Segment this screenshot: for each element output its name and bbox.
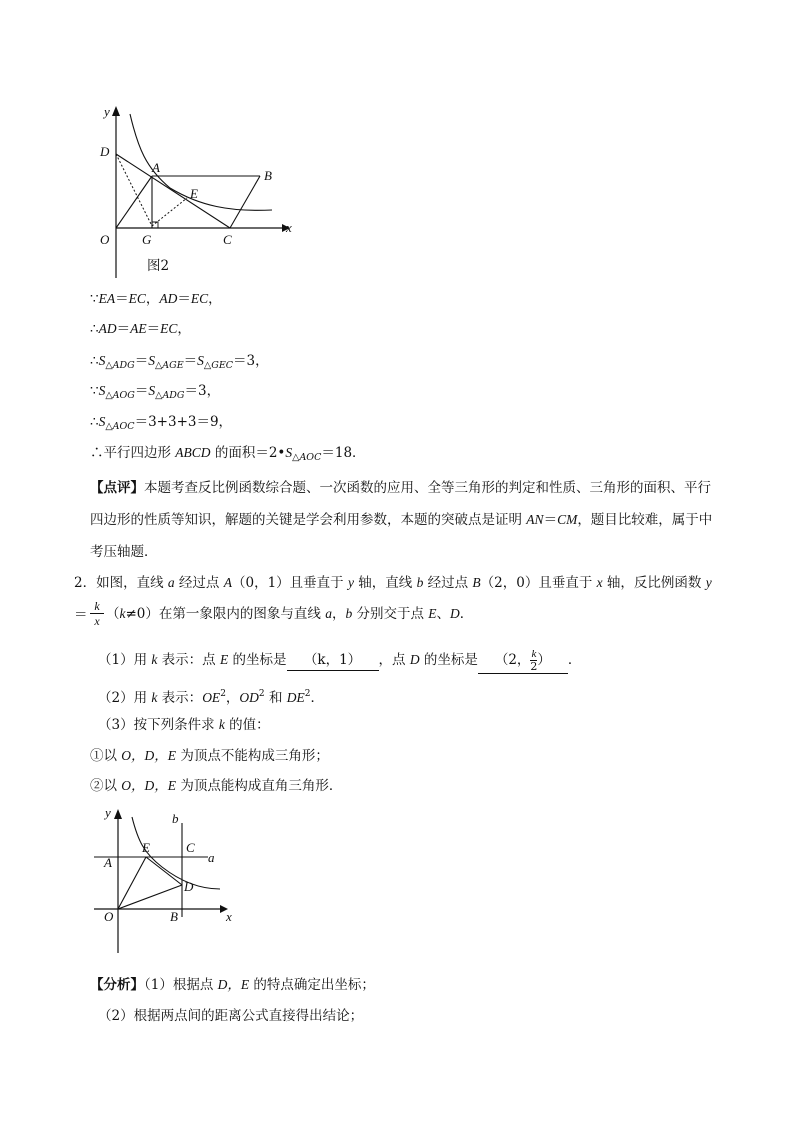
question-2: （2）用 k 表示：$OE^2$，$OD^2$ 和 $DE^2$． [98, 689, 324, 706]
segment-DC [116, 154, 230, 228]
answer-E-coordinate: （k，1） [287, 650, 379, 671]
proof-line-4: $\because S_{\triangle AOG}=S_{\triangle ADG}=3$， [90, 383, 221, 401]
proof-line-1: ∵EA＝EC，AD＝EC， [90, 291, 222, 307]
comment-paragraph: 【点评】本题考查反比例函数综合题、一次函数的应用、全等三角形的判定和性质、三角形的面积、平行四边形的性质等知识，解题的关键是学会利用参数，本题的突破点是证明 AN＝CM，题目比较难，属于中考压轴题． [90, 480, 713, 560]
label-O: O [100, 232, 110, 247]
label-y: y [105, 805, 111, 820]
analysis-line-1: 【分析】（1）根据点 D，E 的特点确定出坐标； [90, 977, 375, 993]
label-C: C [186, 840, 195, 855]
label-x: x [286, 220, 292, 235]
segment-BC [230, 176, 260, 228]
label-O: O [104, 909, 114, 924]
condition-1: ①以 O，D，E 为顶点不能构成三角形； [90, 748, 329, 764]
label-E: E [142, 840, 150, 855]
condition-2: ②以 O，D，E 为顶点能构成直角三角形． [90, 778, 343, 794]
label-G: G [142, 232, 152, 247]
figure-3-diagram [90, 805, 250, 955]
question-1: （1）用 k 表示：点 E 的坐标是 （k，1） ，点 D 的坐标是 （2， $\frac{k}{2}$ ） ． [98, 648, 582, 673]
label-D: D [184, 879, 194, 894]
y-axis-arrow [114, 809, 122, 819]
dotted-DG [116, 154, 152, 226]
proof-line-5: $\therefore S_{\triangle AOC}=3+3+3=9$， [90, 414, 233, 432]
proof-line-3: $\therefore S_{\triangle ADG}=S_{\triangle AGE}=S_{\triangle GEC}=3$， [90, 353, 269, 371]
label-b: b [172, 811, 179, 826]
label-A: A [104, 855, 112, 870]
problem-2-fraction: k x [90, 599, 104, 628]
label-B: B [170, 909, 178, 924]
proof-line-6: ∴平行四边形 ABCD 的面积$=2•S_{\triangle AOC}=18$． [90, 445, 366, 463]
segment-ED [146, 857, 182, 885]
problem-2-statement-cont: （k≠0）在第一象限内的图象与直线 a，b 分别交于点 E、D． [106, 606, 474, 622]
proof-line-2: ∴AD＝AE＝EC， [90, 321, 191, 337]
problem-2-statement: 2．如图，直线 a 经过点 A（0，1）且垂直于 y 轴，直线 b 经过点 B（2，0）且垂直于 x 轴，反比例函数 y＝ [74, 575, 712, 623]
label-A: A [152, 160, 160, 175]
figure-2-caption: 图2 [147, 258, 170, 274]
label-y: y [104, 104, 110, 119]
question-3: （3）按下列条件求 k 的值： [98, 717, 270, 733]
answer-D-coordinate: （2， $\frac{k}{2}$ ） [478, 648, 568, 674]
label-B: B [264, 168, 272, 183]
y-axis-arrow [112, 106, 120, 116]
label-x: x [226, 909, 232, 924]
segment-OA [116, 176, 152, 228]
figure-2-diagram [90, 98, 300, 278]
segment-OE [118, 857, 146, 909]
label-E: E [190, 186, 198, 201]
label-a: a [208, 850, 215, 865]
analysis-line-2: （2）根据两点间的距离公式直接得出结论； [98, 1008, 364, 1024]
segment-OD [118, 885, 182, 909]
label-C: C [223, 232, 232, 247]
label-D: D [100, 144, 110, 159]
